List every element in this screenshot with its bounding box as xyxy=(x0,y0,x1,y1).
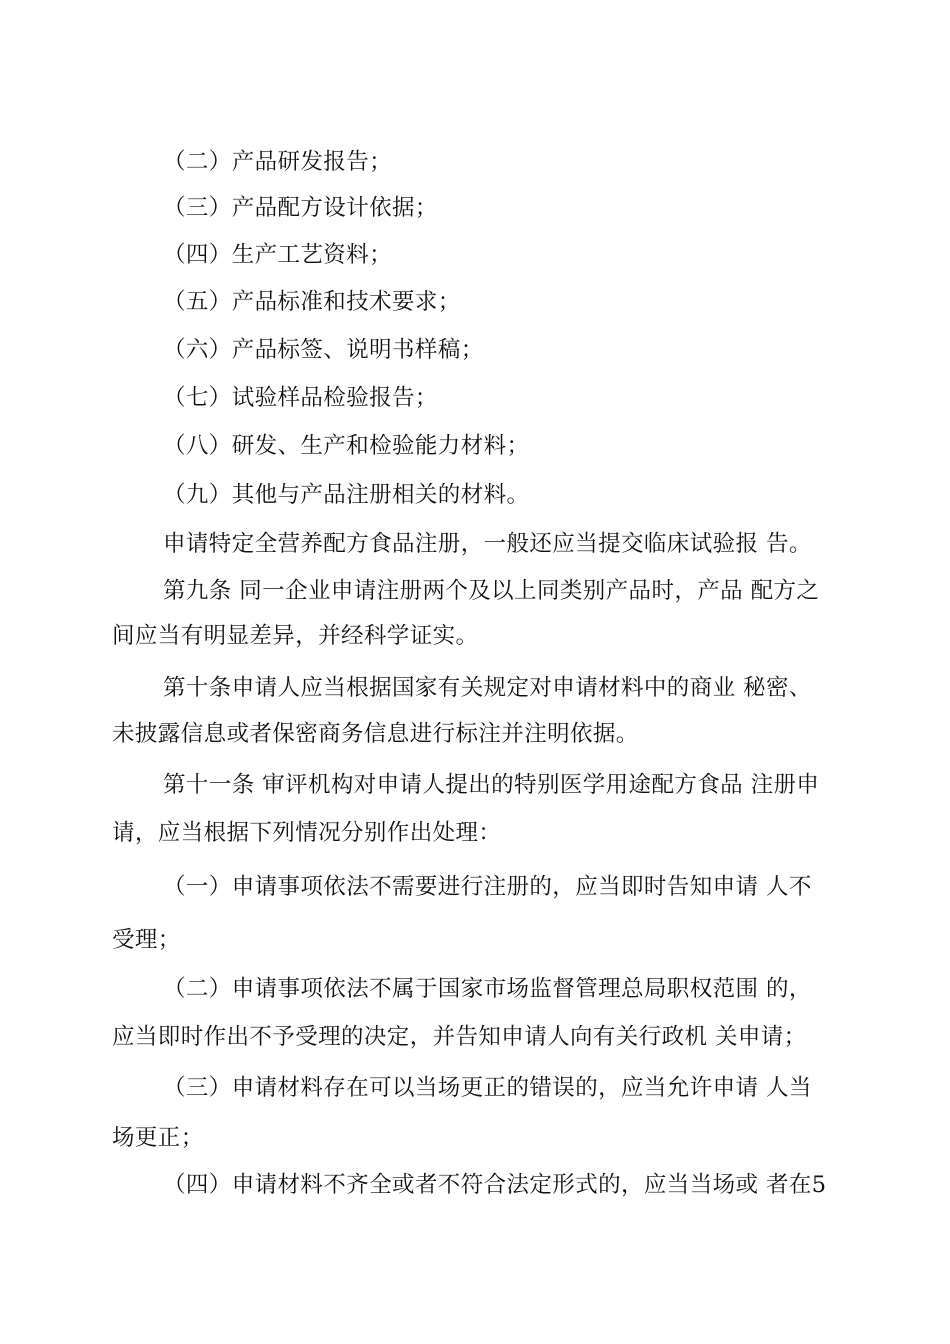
item-3-line-2: 场更正； xyxy=(112,1125,204,1151)
list-item-8: （八）研发、生产和检验能力材料； xyxy=(163,433,530,459)
article-10-line-1: 第十条申请人应当根据国家有关规定对申请材料中的商业 秘密、 xyxy=(163,675,812,701)
list-item-6: （六）产品标签、说明书样稿； xyxy=(163,337,484,363)
item-1-line-2: 受理； xyxy=(112,927,181,953)
item-2-line-1: （二）申请事项依法不属于国家市场监督管理总局职权范围 的， xyxy=(163,976,812,1002)
article-9-line-2: 间应当有明显差异，并经科学证实。 xyxy=(112,623,479,649)
list-item-5: （五）产品标准和技术要求； xyxy=(163,289,461,315)
article-10-line-2: 未披露信息或者保密商务信息进行标注并注明依据。 xyxy=(112,721,639,747)
item-2-line-2: 应当即时作出不予受理的决定，并告知申请人向有关行政机 关申请； xyxy=(112,1024,807,1050)
item-4-line-1: （四）申请材料不齐全或者不符合法定形式的，应当当场或 者在5 xyxy=(163,1172,827,1198)
list-item-4: （四）生产工艺资料； xyxy=(163,242,393,268)
list-item-3: （三）产品配方设计依据； xyxy=(163,195,438,221)
item-1-line-1: （一）申请事项依法不需要进行注册的，应当即时告知申请 人不 xyxy=(163,874,812,900)
article-11-line-1: 第十一条 审评机构对申请人提出的特别医学用途配方食品 注册申 xyxy=(163,772,820,798)
article-9-line-1: 第九条 同一企业申请注册两个及以上同类别产品时，产品 配方之 xyxy=(163,578,820,604)
item-3-line-1: （三）申请材料存在可以当场更正的错误的，应当允许申请 人当 xyxy=(163,1075,812,1101)
list-item-7: （七）试验样品检验报告； xyxy=(163,385,438,411)
list-item-2: （二）产品研发报告； xyxy=(163,149,393,175)
list-item-9: （九）其他与产品注册相关的材料。 xyxy=(163,482,530,508)
article-11-line-2: 请，应当根据下列情况分别作出处理： xyxy=(112,820,502,846)
paragraph-clinical-trial: 申请特定全营养配方食品注册，一般还应当提交临床试验报 告。 xyxy=(163,531,812,557)
